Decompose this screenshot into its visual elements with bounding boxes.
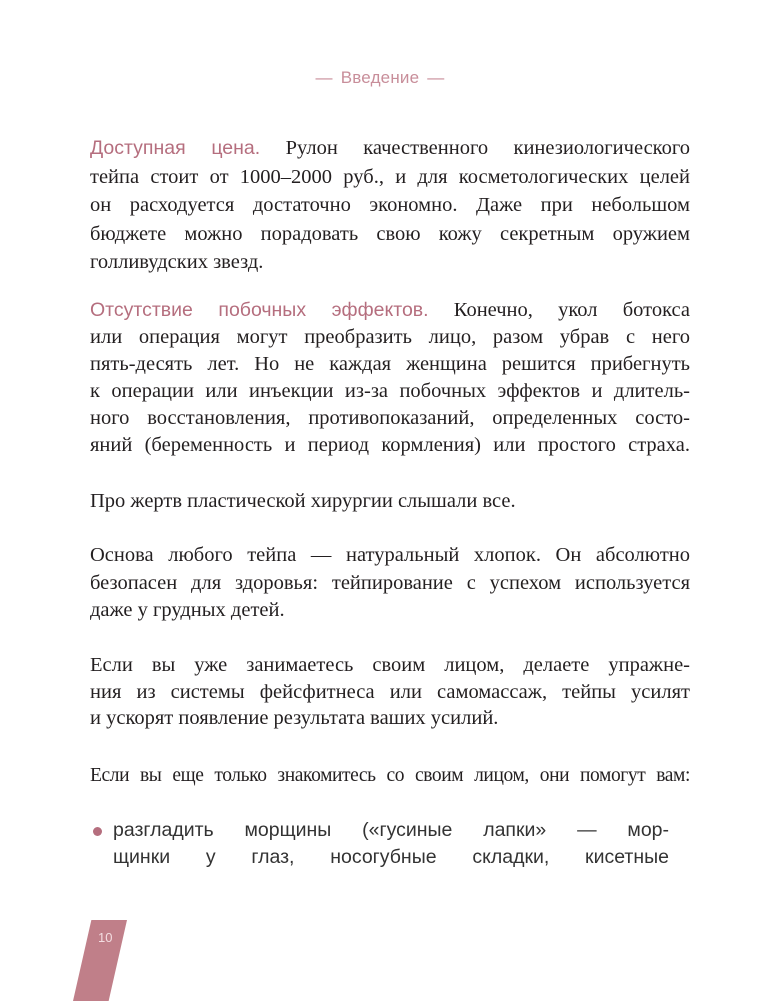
text-line: разгладить морщины («гусиные лапки» — мор- — [113, 819, 669, 841]
text-line: он расходуется достаточно экономно. Даже при небольшом — [90, 194, 690, 216]
text-line: даже у грудных детей. — [90, 599, 285, 621]
paragraph-lead: Доступная цена. — [90, 137, 261, 159]
paragraph-facefitness — [90, 652, 690, 732]
text-line: яний (беременность и период кормления) или простого страха. — [90, 434, 690, 456]
text-line: бюджете можно порадовать свою кожу секретным оружием — [90, 222, 690, 245]
text-line — [90, 134, 690, 163]
text-line: голливудских звезд. — [90, 251, 264, 273]
paragraph-plastic-surgery — [90, 487, 690, 516]
page-number: 10 — [98, 930, 113, 945]
text-line — [90, 297, 690, 324]
text-line: к операции или инъекции из-за побочных эффектов и длитель- — [90, 380, 690, 402]
text-line: Про жертв пластической хирургии слышали все. — [90, 490, 516, 512]
header-dash-left: — — [315, 68, 333, 87]
paragraph-cotton — [90, 542, 690, 625]
text-line: и ускорят появление результата ваших усилий. — [90, 707, 499, 729]
paragraph-lead: Отсутствие побочных эффектов. — [90, 299, 429, 321]
paragraph-price — [90, 134, 690, 277]
chapter-title: Введение — [340, 68, 420, 87]
text-line: Если вы еще только знакомитесь со своим лицом, они помогут вам: — [90, 765, 690, 786]
bullet-icon — [93, 827, 102, 836]
text-line: тейпа стоит от 1000–2000 руб., и для косметологических целей — [90, 165, 690, 188]
text-fragment: Рулон качественного кинезиологического — [260, 137, 690, 159]
paragraph-side-effects — [90, 297, 690, 459]
list-item — [113, 817, 669, 871]
text-fragment: Конечно, укол ботокса — [428, 299, 690, 321]
text-line: или операция могут преобразить лицо, разом убрав с него — [90, 326, 690, 348]
text-line: Основа любого тейпа — натуральный хлопок. Он абсолютно — [90, 544, 690, 566]
chapter-header — [0, 68, 760, 88]
header-dash-right: — — [427, 68, 445, 87]
text-line: пять-десять лет. Но не каждая женщина решится прибегнуть — [90, 353, 690, 375]
text-line: ного восстановления, противопоказаний, определенных состо- — [90, 407, 690, 429]
text-line: безопасен для здоровья: тейпирование с успехом используется — [90, 571, 690, 594]
text-line: ния из системы фейсфитнеса или самомассаж, тейпы усилят — [90, 680, 690, 703]
text-line: щинки у глаз, носогубные складки, кисетные — [113, 846, 669, 868]
paragraph-intro-list — [90, 762, 690, 791]
text-line: Если вы уже занимаетесь своим лицом, делаете упражне- — [90, 654, 690, 676]
